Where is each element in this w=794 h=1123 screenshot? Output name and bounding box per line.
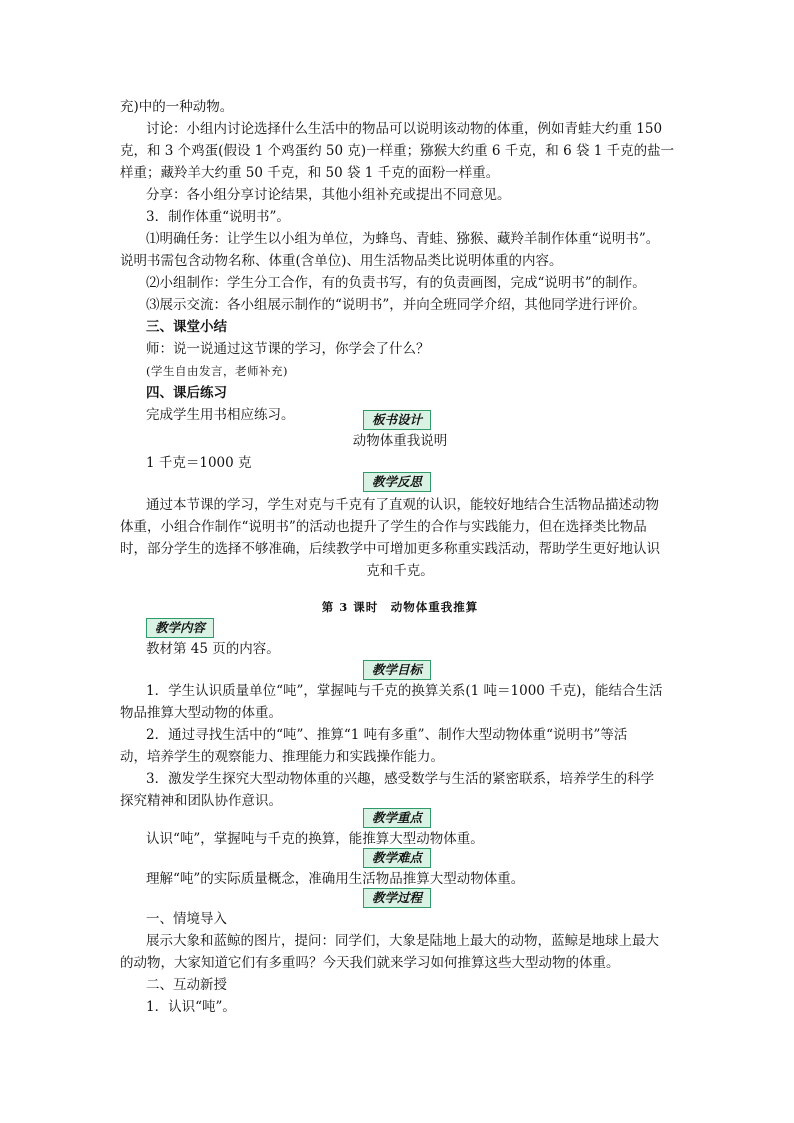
text-line: ⑵小组制作：学生分工合作，有的负责书写，有的负责画图，完成“说明书”的制作。 xyxy=(146,275,646,291)
text-line: 教材第 45 页的内容。 xyxy=(146,641,280,657)
text-line: 样重；藏羚羊大约重 50 千克，和 50 袋 1 千克的面粉一样重。 xyxy=(120,165,500,181)
section-heading: 一、情境导入 xyxy=(146,911,227,927)
text-line: 充)中的一种动物。 xyxy=(120,99,234,115)
text-line: 讨论：小组内讨论选择什么生活中的物品可以说明该动物的体重，例如青蛙大约重 150 xyxy=(146,121,663,137)
section-badge-board-design: 板书设计 xyxy=(363,410,431,430)
board-title: 动物体重我说明 xyxy=(352,433,448,449)
section-badge-difficulty: 教学难点 xyxy=(363,848,431,868)
text-line: 克和千克。 xyxy=(366,563,434,579)
text-line: 1．认识“吨”。 xyxy=(146,999,236,1015)
section-badge-reflection: 教学反思 xyxy=(363,472,431,492)
text-line: 探究精神和团队协作意识。 xyxy=(120,793,282,809)
text-line: (学生自由发言，老师补充) xyxy=(146,364,288,378)
text-line: 物品推算大型动物的体重。 xyxy=(120,705,282,721)
text-line: 展示大象和蓝鲸的图片，提问：同学们，大象是陆地上最大的动物，蓝鲸是地球上最大 xyxy=(146,933,659,949)
text-line: 通过本节课的学习，学生对克与千克有了直观的认识，能较好地结合生活物品描述动物 xyxy=(146,497,659,513)
text-line: 时，部分学生的选择不够准确，后续教学中可增加更多称重实践活动，帮助学生更好地认识 xyxy=(120,541,660,557)
board-formula: 1 千克＝1000 克 xyxy=(146,455,252,471)
section-heading: 三、课堂小结 xyxy=(146,319,227,335)
text-line: 分享：各小组分享讨论结果，其他小组补充或提出不同意见。 xyxy=(146,187,511,203)
text-line: 3．制作体重“说明书”。 xyxy=(146,209,290,225)
text-line: 克，和 3 个鸡蛋(假设 1 个鸡蛋约 50 克)一样重；猕猴大约重 6 千克，和 6 袋 1 千克的盐一 xyxy=(120,143,675,159)
text-line: ⑴明确任务：让学生以小组为单位，为蜂鸟、青蛙、猕猴、藏羚羊制作体重“说明书”。 xyxy=(146,231,660,247)
text-line: 理解“吨”的实际质量概念，准确用生活物品推算大型动物体重。 xyxy=(146,871,525,887)
text-line: 动，培养学生的观察能力、推理能力和实践操作能力。 xyxy=(120,749,444,765)
section-heading: 四、课后练习 xyxy=(146,385,227,401)
text-line: 的动物，大家知道它们有多重吗？今天我们就来学习如何推算这些大型动物的体重。 xyxy=(120,955,620,971)
text-line: 完成学生用书相应练习。 xyxy=(146,407,295,423)
text-line: 体重，小组合作制作“说明书”的活动也提升了学生的合作与实践能力，但在选择类比物品 xyxy=(120,519,647,535)
text-line: 2．通过寻找生活中的“吨”、推算“1 吨有多重”、制作大型动物体重“说明书”等活 xyxy=(146,727,628,743)
section-badge-key-points: 教学重点 xyxy=(363,808,431,828)
text-line: 3．激发学生探究大型动物体重的兴趣，感受数学与生活的紧密联系，培养学生的科学 xyxy=(146,771,655,787)
section-badge-goals: 教学目标 xyxy=(363,660,431,680)
section-badge-process: 教学过程 xyxy=(363,888,431,908)
text-line: 认识“吨”，掌握吨与千克的换算，能推算大型动物体重。 xyxy=(146,831,484,847)
section-heading: 二、互动新授 xyxy=(146,977,227,993)
section-badge-content: 教学内容 xyxy=(146,618,214,638)
text-line: 1．学生认识质量单位“吨”，掌握吨与千克的换算关系(1 吨＝1000 千克)，能结合生活 xyxy=(146,683,663,699)
lesson-title: 第 3 课时 动物体重我推算 xyxy=(321,600,479,614)
text-line: 说明书需包含动物名称、体重(含单位)、用生活物品类比说明体重的内容。 xyxy=(120,253,563,269)
text-line: ⑶展示交流：各小组展示制作的“说明书”，并向全班同学介绍，其他同学进行评价。 xyxy=(146,297,646,313)
text-line: 师：说一说通过这节课的学习，你学会了什么？ xyxy=(146,341,430,357)
